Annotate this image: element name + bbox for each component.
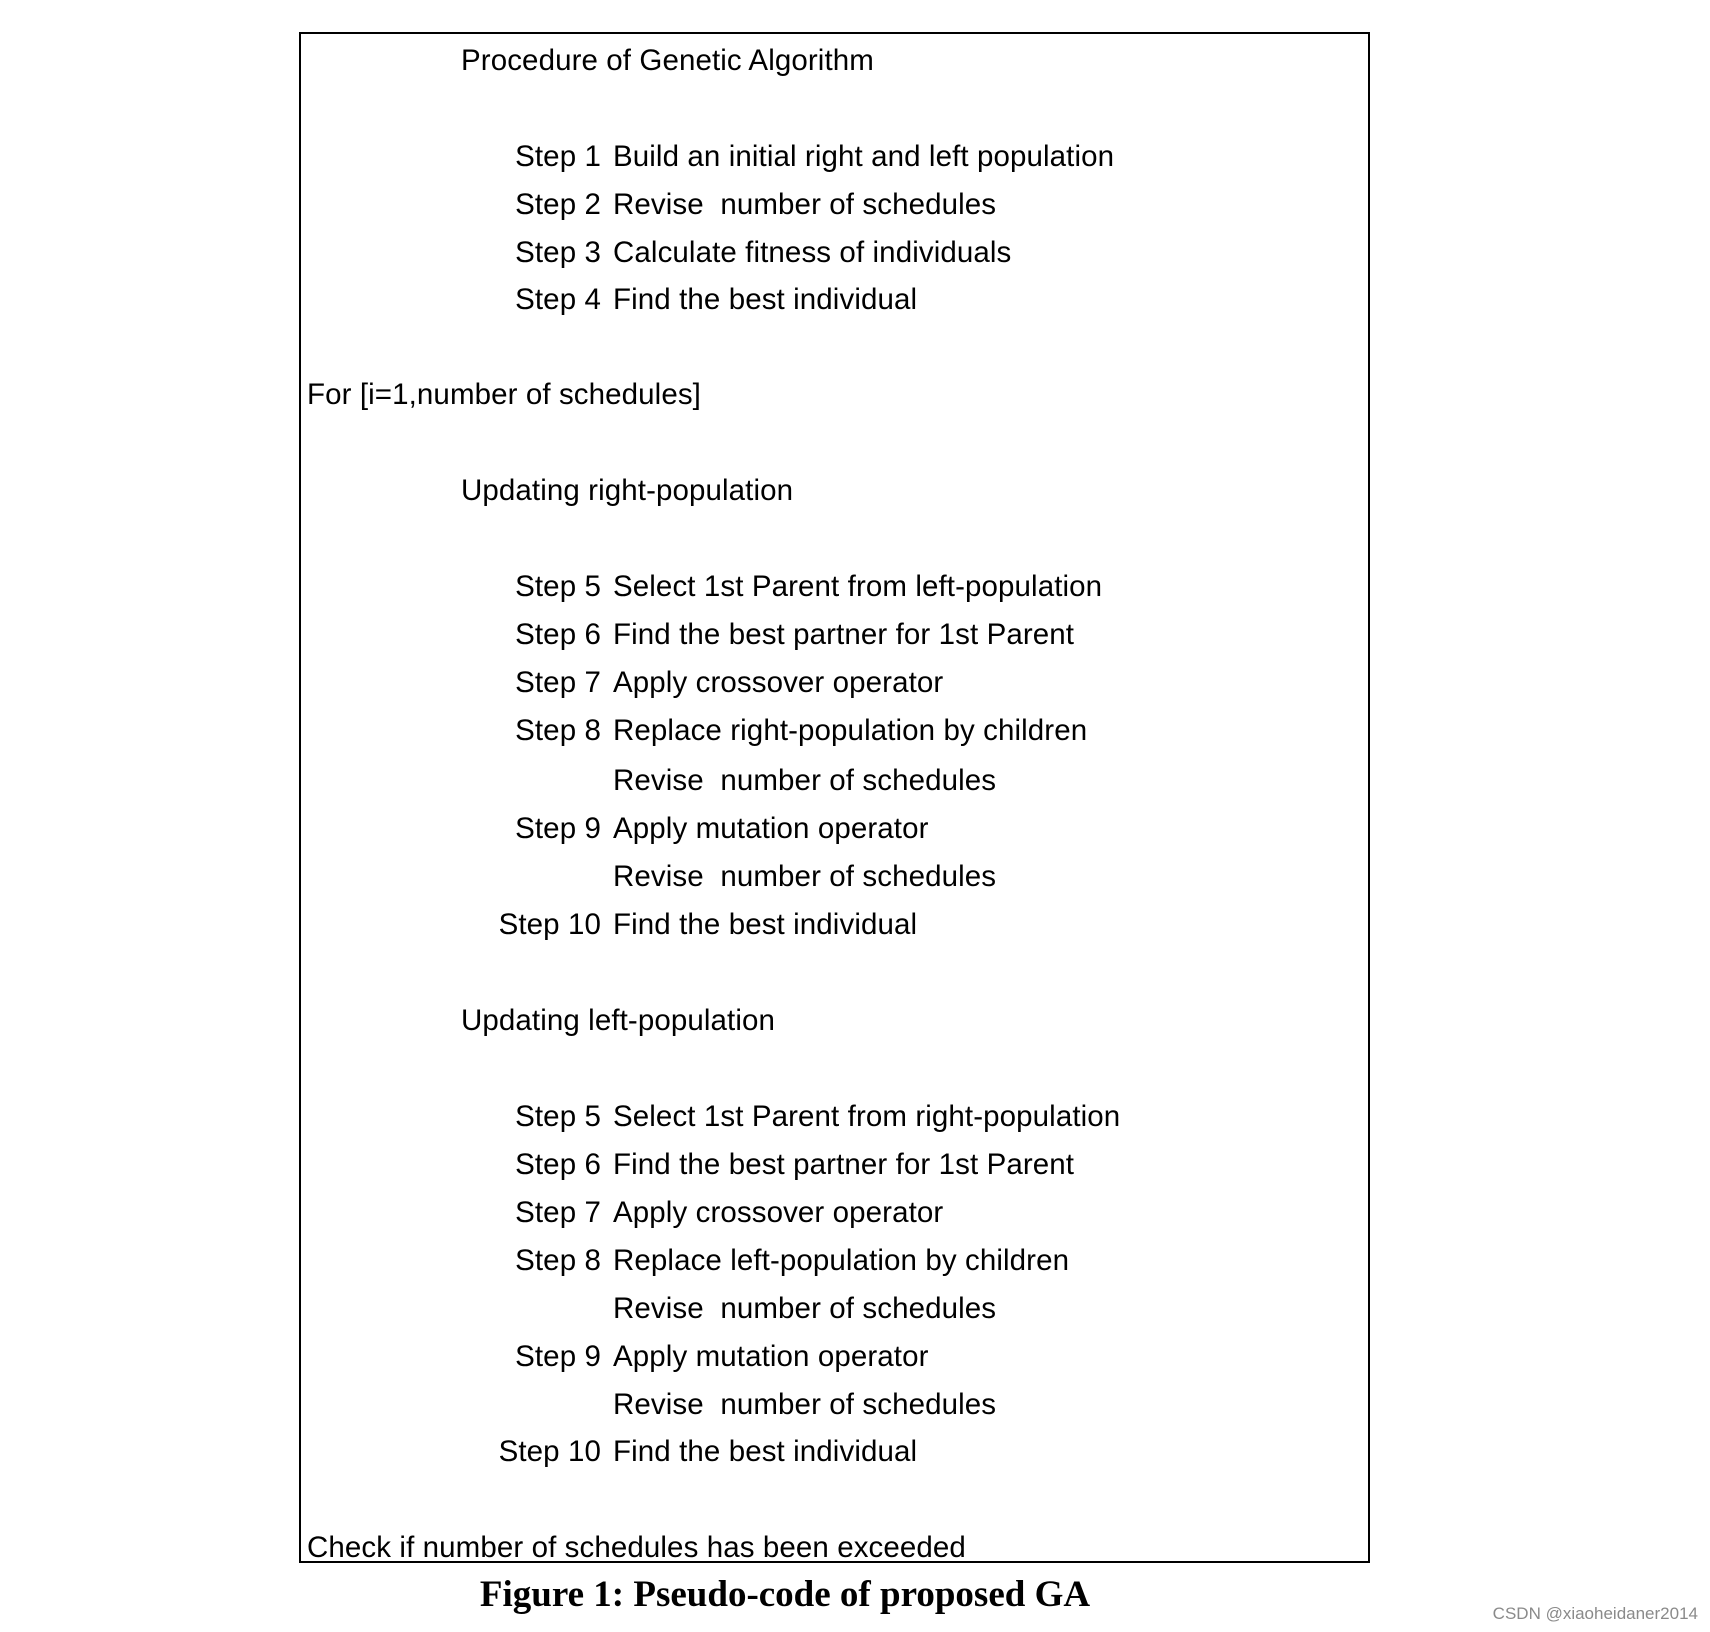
step-text: Find the best individual xyxy=(613,283,918,316)
left-population-heading: Updating left-population xyxy=(461,1004,776,1037)
step-number: Step 7 xyxy=(515,666,601,699)
step-text: Replace right-population by children xyxy=(613,714,1088,747)
step-number: Step 10 xyxy=(498,1435,601,1468)
figure-caption: Figure 1: Pseudo-code of proposed GA xyxy=(479,1574,1091,1615)
step-text: Apply mutation operator xyxy=(613,812,929,845)
step-number: Step 2 xyxy=(515,188,601,221)
step-text: Revise number of schedules xyxy=(613,764,997,797)
step-number: Step 7 xyxy=(515,1196,601,1229)
right-population-heading: Updating right-population xyxy=(461,474,794,507)
step-text: Find the best individual xyxy=(613,1435,918,1468)
step-number: Step 6 xyxy=(515,1148,601,1181)
step-number: Step 3 xyxy=(515,236,601,269)
step-number: Step 8 xyxy=(515,714,601,747)
step-text: Apply crossover operator xyxy=(613,666,944,699)
for-loop-line: For [i=1,number of schedules] xyxy=(307,378,701,411)
step-number: Step 1 xyxy=(515,140,601,173)
step-number: Step 5 xyxy=(515,570,601,603)
step-text: Apply mutation operator xyxy=(613,1340,929,1373)
step-number: Step 6 xyxy=(515,618,601,651)
step-text: Revise number of schedules xyxy=(613,1292,997,1325)
step-text: Apply crossover operator xyxy=(613,1196,944,1229)
watermark: CSDN @xiaoheidaner2014 xyxy=(1492,1604,1698,1623)
step-text: Find the best partner for 1st Parent xyxy=(613,1148,1075,1181)
step-text: Find the best individual xyxy=(613,908,918,941)
step-text: Build an initial right and left population xyxy=(613,140,1115,173)
step-text: Select 1st Parent from right-population xyxy=(613,1100,1121,1133)
step-number: Step 5 xyxy=(515,1100,601,1133)
step-text: Replace left-population by children xyxy=(613,1244,1070,1277)
procedure-title: Procedure of Genetic Algorithm xyxy=(461,44,874,77)
check-line: Check if number of schedules has been exceeded xyxy=(307,1531,966,1564)
step-text: Revise number of schedules xyxy=(613,860,997,893)
step-text: Calculate fitness of individuals xyxy=(613,236,1012,269)
step-number: Step 9 xyxy=(515,812,601,845)
step-text: Revise number of schedules xyxy=(613,188,997,221)
pseudocode-box xyxy=(299,32,1370,1563)
step-number: Step 10 xyxy=(498,908,601,941)
step-text: Select 1st Parent from left-population xyxy=(613,570,1103,603)
step-text: Revise number of schedules xyxy=(613,1388,997,1421)
step-number: Step 9 xyxy=(515,1340,601,1373)
step-number: Step 8 xyxy=(515,1244,601,1277)
step-number: Step 4 xyxy=(515,283,601,316)
step-text: Find the best partner for 1st Parent xyxy=(613,618,1075,651)
